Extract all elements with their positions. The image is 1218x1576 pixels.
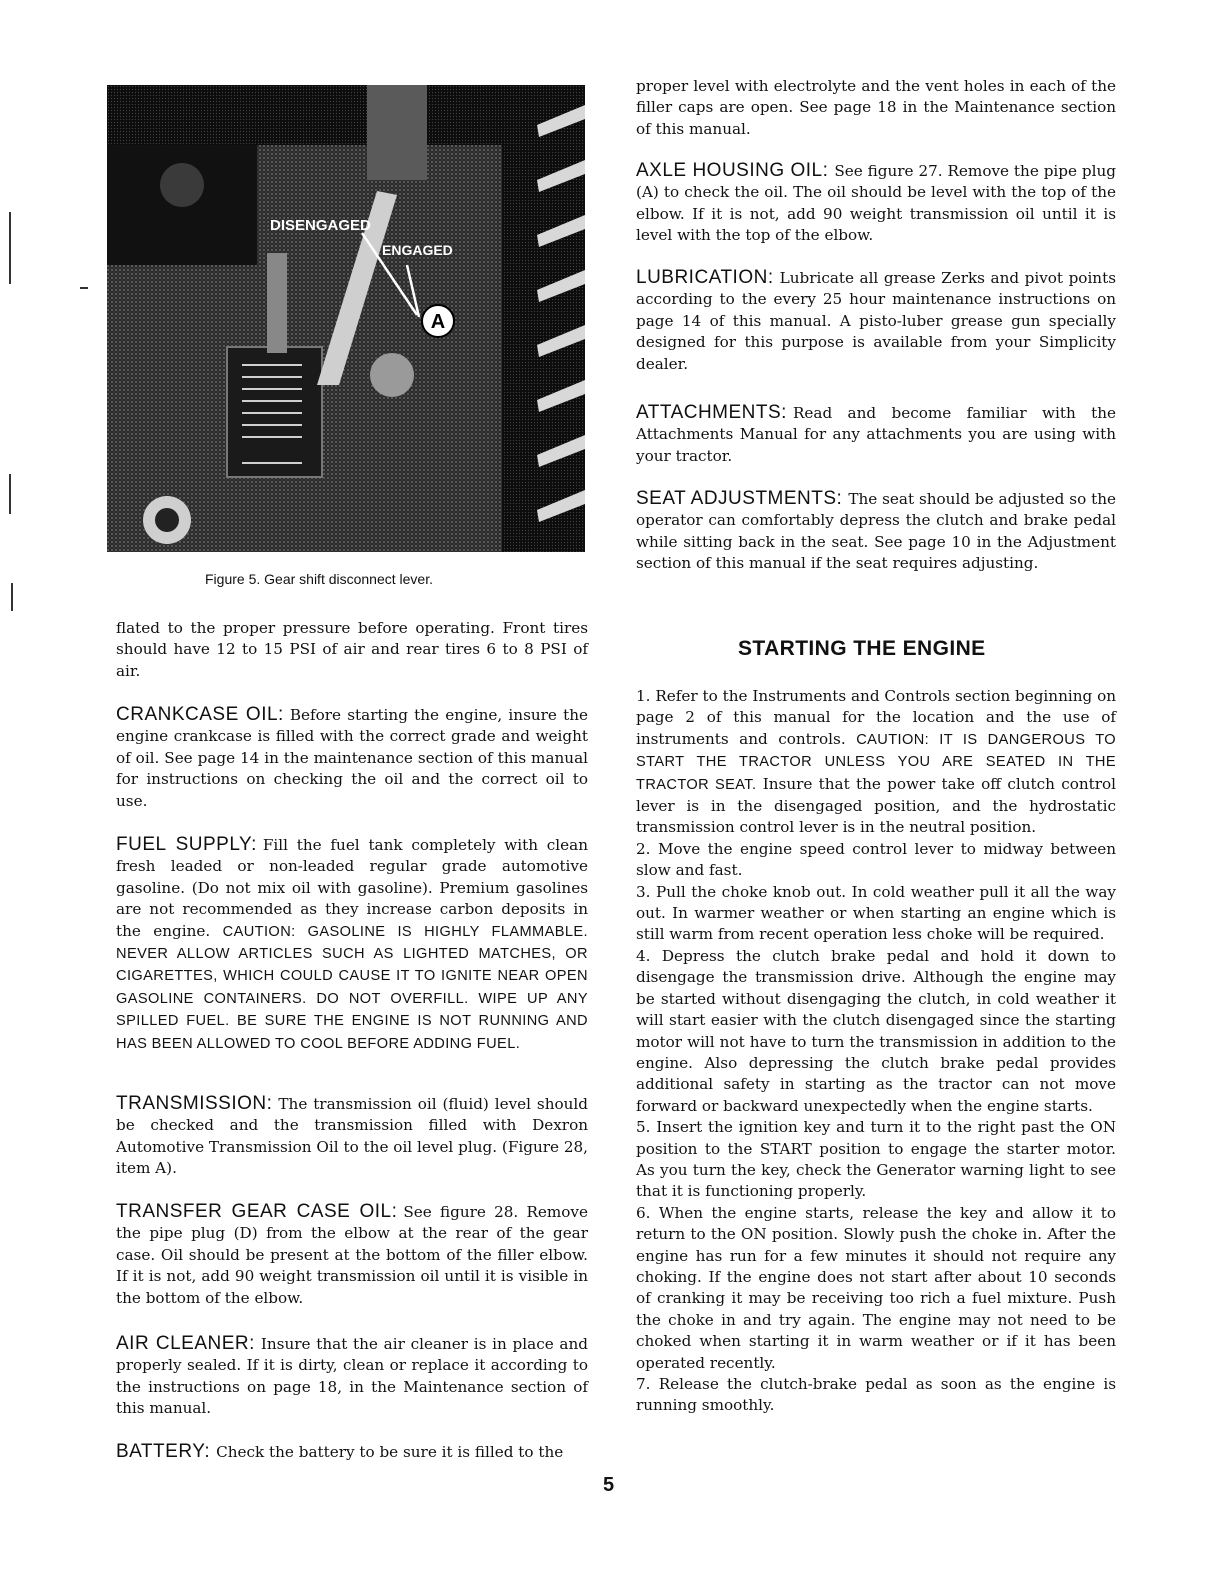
step-7: 7. Release the clutch-brake pedal as soon as the engine is running smoothly. [636,1375,1116,1415]
section-crankcase-oil: CRANKCASE OIL: Before starting the engine, insure the engine crankcase is filled with the correct grade and weight of oil. See page 14 in the maintenance section of this manual for instructions on checking the oil and the correct oil to use. [116,704,588,810]
seat-heading: SEAT ADJUSTMENTS: [636,488,843,509]
starting-engine-title: STARTING THE ENGINE [738,637,986,660]
step-2: 2. Move the engine speed control lever to midway between slow and fast. [636,839,1116,880]
attachments-heading: ATTACHMENTS: [636,402,787,423]
step-6: 6. When the engine starts, release the key and allow it to return to the ON position. Slowly push the choke in. After the engine has run for a few minutes it should not require any choking. If the engine does not start after about 10 seconds of cranking it may be receiving too rich a fuel mixture. Push the choke in and try again. The engine may not need to be choked when starting it in warm weather or if it has been operated recently. [636,1203,1116,1372]
lubrication-heading: LUBRICATION: [636,267,774,288]
fuel-heading: FUEL SUPPLY: [116,834,257,855]
scan-mark [9,474,11,514]
intro-paragraph: flated to the proper pressure before operating. Front tires should have 12 to 15 PSI of air and rear tires 6 to 8 PSI of air. [116,619,588,680]
battery-continued: proper level with electrolyte and the vent holes in each of the filler caps are open. See page 18 in the Maintenance section of this manual. [636,77,1116,138]
section-axle-housing-oil: AXLE HOUSING OIL: See figure 27. Remove the pipe plug (A) to check the oil. The oil should be level with the top of the elbow. If it is not, add 90 weight transmission oil until it is level with the top of the elbow. [636,160,1116,245]
fuel-caution: CAUTION: GASOLINE IS HIGHLY FLAMMABLE. NEVER ALLOW ARTICLES SUCH AS LIGHTED MATCHES, OR CIGARETTES, WHICH COULD CAUSE IT TO IGNITE NEAR OPEN GASOLINE CONTAINERS. DO NOT OVERFILL. WIPE UP ANY SPILLED FUEL. BE SURE THE ENGINE IS NOT RUNNING AND HAS BEEN ALLOWED TO COOL BEFORE ADDING FUEL. [116,923,588,1052]
section-battery: BATTERY: Check the battery to be sure it is filled to the [116,1441,564,1462]
section-lubrication: LUBRICATION: Lubricate all grease Zerks and pivot points according to the every 25 hour maintenance instructions on page 14 of this manual. A pisto-luber grease gun specially designed for this purpose is available from your Simplicity dealer. [636,267,1116,373]
section-transfer-gear-case: TRANSFER GEAR CASE OIL: See figure 28. Remove the pipe plug (D) from the elbow at the rear of the gear case. Oil should be present at the bottom of the filler elbow. If it is not, add 90 weight transmission oil until it is visible in the bottom of the elbow. [116,1201,588,1307]
section-seat-adjustments: SEAT ADJUSTMENTS: The seat should be adjusted so the operator can comfortably depress the clutch and brake pedal while sitting back in the seat. See page 10 in the Adjustment section of this manual if the seat requires adjusting. [636,488,1116,573]
section-transmission: TRANSMISSION: The transmission oil (fluid) level should be checked and the transmission filled with Dexron Automotive Transmission Oil to the oil level plug. (Figure 28, item A). [116,1093,588,1178]
label-engaged: ENGAGED [382,242,453,258]
step-4: 4. Depress the clutch brake pedal and hold it down to disengage the transmission drive. Although the engine may be started without disengaging the clutch, in cold weather it will start easier with the clutch disengaged since the starting motor will not have to turn the transmission in addition to the engine. Also depressing the clutch brake pedal provides additional safety in starting as the tractor can not move forward or backward unexpectedly when the engine starts. [636,946,1116,1115]
section-air-cleaner: AIR CLEANER: Insure that the air cleaner is in place and properly sealed. If it is dirty, clean or replace it according to the instructions on page 18, in the Maintenance section of this manual. [116,1333,588,1418]
air-cleaner-heading: AIR CLEANER: [116,1333,255,1354]
figure-photo [107,85,585,552]
transfer-heading: TRANSFER GEAR CASE OIL: [116,1201,398,1222]
crankcase-heading: CRANKCASE OIL: [116,704,284,725]
figure-caption: Figure 5. Gear shift disconnect lever. [205,571,433,587]
axle-heading: AXLE HOUSING OIL: [636,160,829,181]
transmission-heading: TRANSMISSION: [116,1093,273,1114]
scan-mark [80,287,88,289]
step-1-caution: CAUTION: IT IS DANGEROUS TO START THE TRACTOR UNLESS YOU ARE SEATED IN THE TRACTOR SEAT. [636,731,1117,793]
step-1: 1. Refer to the Instruments and Controls section beginning on page 2 of this manual for the location and the use of instruments and controls. CAUTION: IT IS DANGEROUS TO START THE TRACTOR UNLESS YOU ARE SEATED IN THE TRACTOR SEAT. Insure that the power take off clutch control lever is in the disengaged position, and the hydrostatic transmission control lever is in the neutral position. [636,687,1117,837]
section-attachments: ATTACHMENTS: Read and become familiar with the Attachments Manual for any attachments you are using with your tractor. [636,402,1116,465]
step-5: 5. Insert the ignition key and turn it to the right past the ON position to the START position to engage the starter motor. As you turn the key, check the Generator warning light to see that it is functioning properly. [636,1118,1116,1201]
section-fuel-supply: FUEL SUPPLY: Fill the fuel tank completely with clean fresh leaded or non-leaded regular grade automotive gasoline. (Do not mix oil with gasoline). Premium gasolines are not recommended as they increase carbon deposits in the engine. CAUTION: GASOLINE IS HIGHLY FLAMMABLE. NEVER ALLOW ARTICLES SUCH AS LIGHTED MATCHES, OR CIGARETTES, WHICH COULD CAUSE IT TO IGNITE NEAR OPEN GASOLINE CONTAINERS. DO NOT OVERFILL. WIPE UP ANY SPILLED FUEL. BE SURE THE ENGINE IS NOT RUNNING AND HAS BEEN ALLOWED TO COOL BEFORE ADDING FUEL. [116,834,588,1052]
page-number: 5 [603,1474,615,1496]
scan-mark [9,212,11,284]
scan-mark [11,583,13,611]
label-a: A [430,311,446,333]
battery-heading: BATTERY: [116,1441,211,1462]
starting-steps [636,686,1116,1417]
step-3: 3. Pull the choke knob out. In cold weather pull it all the way out. In warmer weather or when starting an engine which is still warm from recent operation less choke will be required. [636,882,1116,944]
label-disengaged: DISENGAGED [270,217,371,234]
